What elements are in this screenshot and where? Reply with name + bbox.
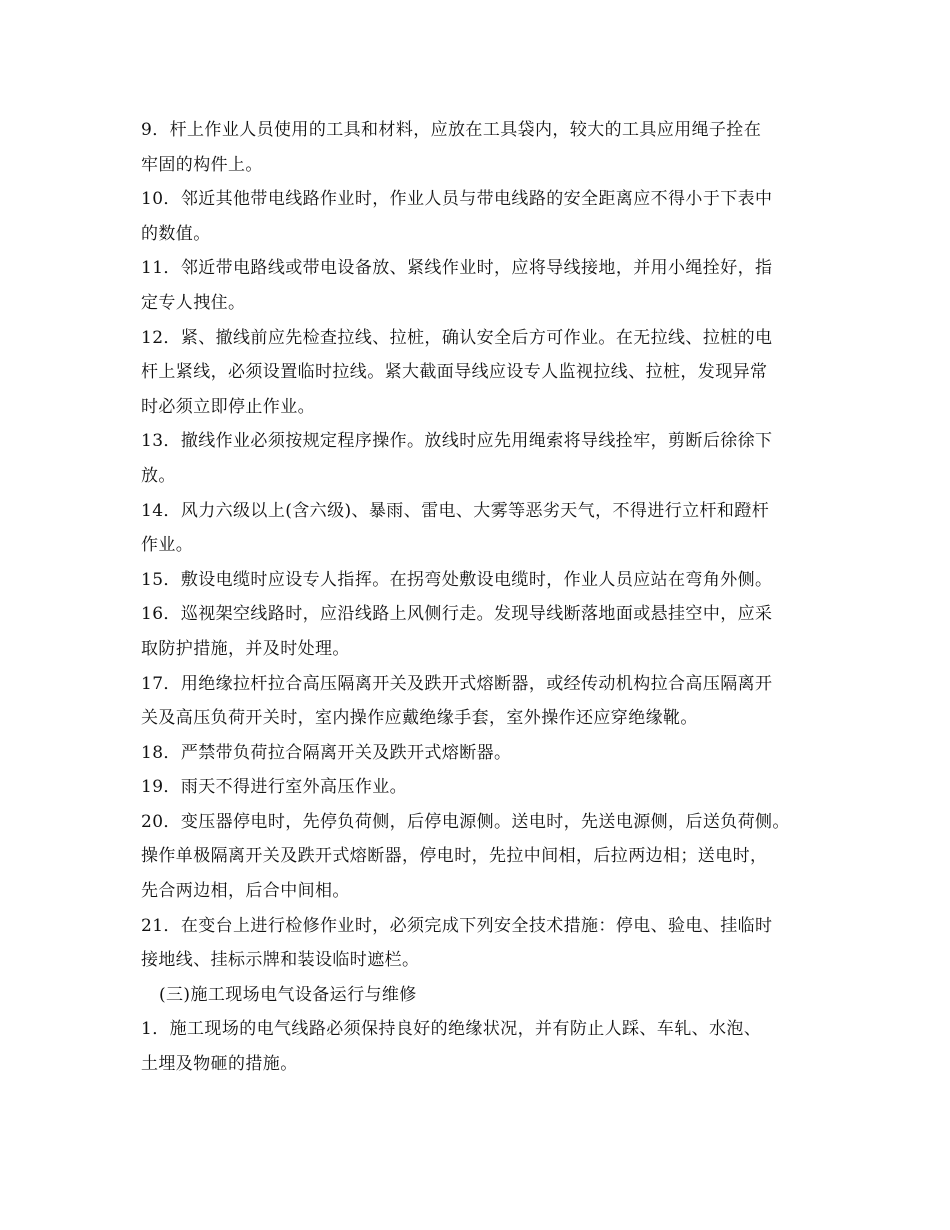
text-line: 17．用绝缘拉杆拉合高压隔离开关及跌开式熔断器，或经传动机构拉合高压隔离开 — [141, 673, 773, 694]
section-heading: (三)施工现场电气设备运行与维修 — [159, 984, 417, 1005]
text-line: 牢固的构件上。 — [141, 154, 263, 175]
text-line: 16．巡视架空线路时，应沿线路上风侧行走。发现导线断落地面或悬挂空中，应采 — [141, 604, 773, 625]
text-line: 11．邻近带电路线或带电设备放、紧线作业时，应将导线接地，并用小绳拴好，指 — [141, 258, 773, 279]
text-line: 接地线、挂标示牌和装设临时遮栏。 — [141, 950, 420, 971]
text-line: 杆上紧线，必须设置临时拉线。紧大截面导线应设专人监视拉线、拉桩，发现异常 — [141, 362, 768, 383]
text-line: 土埋及物砸的措施。 — [141, 1054, 298, 1075]
text-line: 15．敷设电缆时应设专人指挥。在拐弯处敷设电缆时，作业人员应站在弯角外侧。 — [141, 569, 773, 590]
text-line: 的数值。 — [141, 223, 211, 244]
text-line: 作业。 — [141, 535, 194, 556]
text-line: 13．撤线作业必须按规定程序操作。放线时应先用绳索将导线拴牢，剪断后徐徐下 — [141, 431, 773, 452]
text-line: 19．雨天不得进行室外高压作业。 — [141, 777, 408, 798]
text-line: 操作单极隔离开关及跌开式熔断器，停电时，先拉中间相，后拉两边相；送电时， — [141, 846, 768, 867]
text-line: 21．在变台上进行检修作业时，必须完成下列安全技术措施：停电、验电、挂临时 — [141, 915, 773, 936]
text-line: 取防护措施，并及时处理。 — [141, 638, 350, 659]
text-line: 14．风力六级以上(含六级)、暴雨、雷电、大雾等恶劣天气，不得进行立杆和蹬杆 — [141, 500, 770, 521]
text-line: 12．紧、撤线前应先检查拉线、拉桩，确认安全后方可作业。在无拉线、拉桩的电 — [141, 327, 773, 348]
text-line: 放。 — [141, 465, 176, 486]
text-line: 定专人拽住。 — [141, 292, 246, 313]
text-line: 20．变压器停电时，先停负荷侧，后停电源侧。送电时，先送电源侧，后送负荷侧。 — [141, 811, 790, 832]
text-line: 1．施工现场的电气线路必须保持良好的绝缘状况，并有防止人踩、车轧、水泡、 — [141, 1019, 762, 1040]
text-line: 时必须立即停止作业。 — [141, 396, 315, 417]
document-body — [141, 113, 831, 1082]
text-line: 关及高压负荷开关时，室内操作应戴绝缘手套，室外操作还应穿绝缘靴。 — [141, 708, 698, 729]
text-line: 先合两边相，后合中间相。 — [141, 881, 350, 902]
text-line: 10．邻近其他带电线路作业时，作业人员与带电线路的安全距离应不得小于下表中 — [141, 189, 773, 210]
text-line: 18．严禁带负荷拉合隔离开关及跌开式熔断器。 — [141, 742, 512, 763]
text-line: 9．杆上作业人员使用的工具和材料，应放在工具袋内，较大的工具应用绳子拴在 — [141, 120, 762, 140]
